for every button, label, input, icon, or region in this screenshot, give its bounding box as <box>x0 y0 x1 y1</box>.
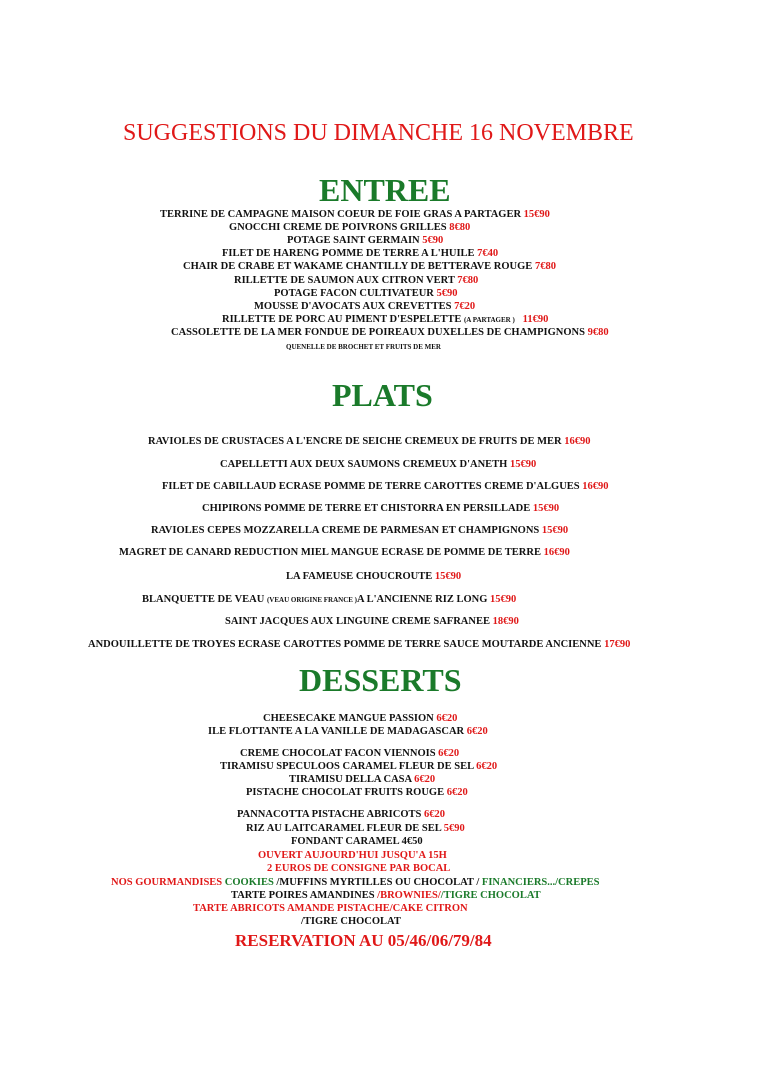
item-name: FONDANT CARAMEL 4€50 <box>291 836 423 847</box>
item-price: 6€20 <box>436 713 458 724</box>
list-item <box>119 547 570 559</box>
gourmandises-cookies: COOKIES <box>224 877 277 888</box>
item-price: 5€90 <box>436 288 458 299</box>
list-item <box>291 836 423 848</box>
tarte-poires: TARTE POIRES AMANDINES <box>231 890 378 901</box>
gourmandises-line <box>111 877 599 889</box>
item-name: TERRINE DE CAMPAGNE MAISON COEUR DE FOIE GRAS A PARTAGER <box>160 209 524 220</box>
item-price: 7€40 <box>477 248 499 259</box>
item-price: 6€20 <box>446 787 468 798</box>
list-item <box>208 726 488 738</box>
item-price: 16€90 <box>564 436 591 447</box>
list-item <box>220 459 536 471</box>
item-price: 16€90 <box>543 547 570 558</box>
tarte-line <box>231 890 541 902</box>
item-price: 7€20 <box>454 301 476 312</box>
list-item <box>220 761 497 773</box>
list-item <box>142 594 516 606</box>
list-item <box>254 301 475 313</box>
item-name: RILLETTE DE SAUMON AUX CITRON VERT <box>234 275 458 286</box>
item-price: 15€90 <box>541 525 569 536</box>
item-price: 5€90 <box>422 235 444 246</box>
list-item-note: QUENELLE DE BROCHET ET FRUITS DE MER <box>286 343 441 351</box>
item-name: CASSOLETTE DE LA MER FONDUE DE POIREAUX DUXELLES DE CHAMPIGNONS <box>171 327 588 338</box>
item-name: ANDOUILLETTE DE TROYES ECRASE CAROTTES POMME DE TERRE SAUCE MOUTARDE ANCIENNE <box>88 639 605 650</box>
plats-heading: PLATS <box>332 377 433 413</box>
item-note: (A PARTAGER ) <box>463 316 515 324</box>
list-item <box>246 787 468 799</box>
gourmandises-label: NOS GOURMANDISES <box>111 877 225 888</box>
item-price: 6€20 <box>476 761 498 772</box>
item-note: (VEAU ORIGINE FRANCE ) <box>266 596 357 604</box>
item-price: 6€20 <box>424 809 445 820</box>
list-item <box>148 436 590 448</box>
list-item <box>234 275 478 287</box>
item-price: 5€90 <box>443 823 465 834</box>
list-item <box>286 571 461 583</box>
list-item <box>287 235 443 247</box>
item-name: RILLETTE DE PORC AU PIMENT D'ESPELETTE <box>222 314 464 325</box>
item-name: PISTACHE CHOCOLAT FRUITS ROUGE <box>246 787 447 798</box>
item-name: MAGRET DE CANARD REDUCTION MIEL MANGUE ECRASE DE POMME DE TERRE <box>119 547 544 558</box>
item-price: 15€90 <box>490 594 517 605</box>
tarte-abricots-line: TARTE ABRICOTS AMANDE PISTACHE/CAKE CITRON <box>193 903 468 914</box>
list-item <box>289 774 435 786</box>
item-price: 7€80 <box>534 261 556 272</box>
item-price: 8€80 <box>449 222 471 233</box>
list-item <box>263 713 457 725</box>
list-item <box>162 481 609 493</box>
item-name: CHIPIRONS POMME DE TERRE ET CHISTORRA EN PERSILLADE <box>202 503 533 514</box>
list-item <box>274 288 457 300</box>
list-item <box>183 261 556 273</box>
list-item <box>240 748 459 760</box>
item-name: CHAIR DE CRABE ET WAKAME CHANTILLY DE BETTERAVE ROUGE <box>183 261 535 272</box>
item-name: SAINT JACQUES AUX LINGUINE CREME SAFRANEE <box>225 616 493 627</box>
item-name: POTAGE FACON CULTIVATEUR <box>274 288 437 299</box>
list-item <box>222 248 498 260</box>
list-item <box>222 314 548 326</box>
item-name: BLANQUETTE DE VEAU <box>142 594 267 605</box>
item-name: FILET DE CABILLAUD ECRASE POMME DE TERRE CAROTTES CREME D'ALGUES <box>162 481 583 492</box>
item-price: 15€90 <box>523 209 550 220</box>
item-price: 16€90 <box>582 481 609 492</box>
gourmandises-financiers: FINANCIERS.../CREPES <box>481 877 600 888</box>
brownies: /BROWNIES/ <box>377 890 441 901</box>
item-price: 15€90 <box>434 571 462 582</box>
item-price: 7€80 <box>457 275 479 286</box>
list-item <box>225 616 519 628</box>
entree-heading: ENTREE <box>319 172 451 208</box>
item-name: ILE FLOTTANTE A LA VANILLE DE MADAGASCAR <box>208 726 467 737</box>
list-item <box>246 823 465 835</box>
item-name: RAVIOLES CEPES MOZZARELLA CREME DE PARMESAN ET CHAMPIGNONS <box>151 525 542 536</box>
tigre-chocolat-green: /TIGRE CHOCOLAT <box>440 890 541 901</box>
item-name: GNOCCHI CREME DE POIVRONS GRILLES <box>229 222 450 233</box>
deposit-note: 2 EUROS DE CONSIGNE PAR BOCAL <box>267 863 451 874</box>
list-item <box>88 639 630 651</box>
tigre-chocolat-line: /TIGRE CHOCOLAT <box>301 916 401 927</box>
item-name: CHEESECAKE MANGUE PASSION <box>263 713 437 724</box>
page-title: SUGGESTIONS DU DIMANCHE 16 NOVEMBRE <box>123 120 634 146</box>
list-item <box>171 327 609 339</box>
item-name: RIZ AU LAITCARAMEL FLEUR DE SEL <box>246 823 444 834</box>
item-name: TIRAMISU SPECULOOS CARAMEL FLEUR DE SEL <box>220 761 477 772</box>
item-price: 6€20 <box>466 726 488 737</box>
item-name: RAVIOLES DE CRUSTACES A L'ENCRE DE SEICHE CREMEUX DE FRUITS DE MER <box>148 436 565 447</box>
item-price: 6€20 <box>414 774 436 785</box>
item-name-continued: A L'ANCIENNE RIZ LONG <box>357 594 491 605</box>
item-name: POTAGE SAINT GERMAIN <box>287 235 423 246</box>
item-name: MOUSSE D'AVOCATS AUX CREVETTES <box>254 301 455 312</box>
gourmandises-muffins: /MUFFINS MYRTILLES OU CHOCOLAT / <box>276 877 482 888</box>
item-price: 15€90 <box>532 503 560 514</box>
item-price: 11€90 <box>522 314 549 325</box>
item-name: CAPELLETTI AUX DEUX SAUMONS CREMEUX D'ANETH <box>220 459 510 470</box>
item-price: 18€90 <box>492 616 519 627</box>
item-name: CREME CHOCOLAT FACON VIENNOIS <box>240 748 439 759</box>
item-name: LA FAMEUSE CHOUCROUTE <box>286 571 435 582</box>
item-price: 6€20 <box>438 748 460 759</box>
item-name: FILET DE HARENG POMME DE TERRE A L'HUILE <box>222 248 478 259</box>
list-item <box>237 809 445 821</box>
item-price: 9€80 <box>587 327 609 338</box>
list-item <box>202 503 559 515</box>
list-item <box>229 222 470 234</box>
item-name: PANNACOTTA PISTACHE ABRICOTS <box>237 809 424 820</box>
list-item <box>160 209 550 221</box>
desserts-heading: DESSERTS <box>299 662 462 698</box>
item-name: TIRAMISU DELLA CASA <box>289 774 415 785</box>
list-item <box>151 525 568 537</box>
item-price: 15€90 <box>509 459 537 470</box>
reservation-phone: RESERVATION AU 05/46/06/79/84 <box>235 931 492 950</box>
opening-hours: OUVERT AUJOURD'HUI JUSQU'A 15H <box>258 850 447 861</box>
item-price: 17€90 <box>604 639 631 650</box>
